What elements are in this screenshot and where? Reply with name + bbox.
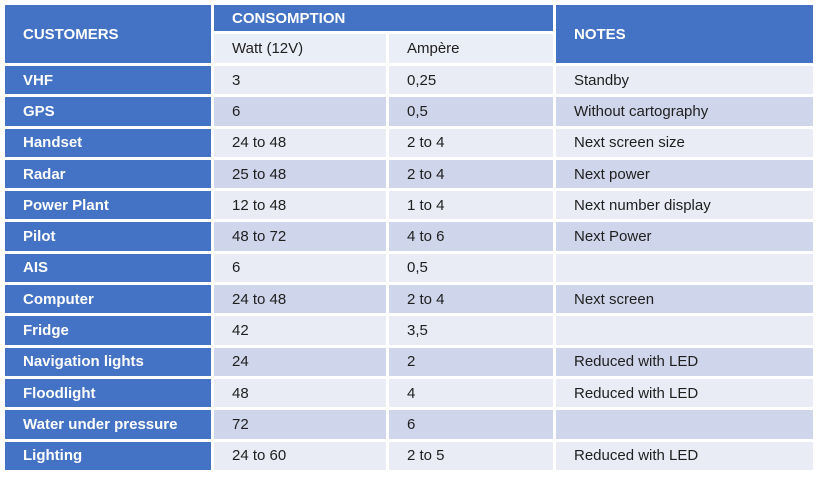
ampere-cell: 6 [389,410,553,438]
customer-name-cell: Radar [5,160,211,188]
ampere-cell: 2 to 4 [389,285,553,313]
watt-cell: 6 [214,97,386,125]
ampere-cell: 0,5 [389,254,553,282]
ampere-cell: 3,5 [389,316,553,344]
notes-cell [556,254,813,282]
ampere-cell: 2 [389,348,553,376]
customer-name-cell: GPS [5,97,211,125]
table-row [5,348,813,376]
ampere-cell: 4 [389,379,553,407]
table-row [5,285,813,313]
header-notes: NOTES [556,5,813,63]
customer-name-cell: Floodlight [5,379,211,407]
watt-cell: 42 [214,316,386,344]
notes-cell: Reduced with LED [556,379,813,407]
notes-cell: Next power [556,160,813,188]
ampere-cell: 1 to 4 [389,191,553,219]
watt-cell: 24 [214,348,386,376]
notes-cell: Next screen size [556,129,813,157]
ampere-cell: 0,5 [389,97,553,125]
table-row [5,442,813,470]
customer-name-cell: Lighting [5,442,211,470]
table-row [5,254,813,282]
notes-cell [556,316,813,344]
notes-cell: Standby [556,66,813,94]
ampere-cell: 2 to 5 [389,442,553,470]
table-row [5,97,813,125]
watt-cell: 48 [214,379,386,407]
customer-name-cell: Fridge [5,316,211,344]
notes-cell [556,410,813,438]
table-header [5,5,813,63]
watt-cell: 6 [214,254,386,282]
watt-cell: 12 to 48 [214,191,386,219]
header-row-top [5,5,813,31]
table-row [5,410,813,438]
header-ampere: Ampère [389,34,553,63]
watt-cell: 3 [214,66,386,94]
table-row [5,66,813,94]
ampere-cell: 4 to 6 [389,222,553,250]
customer-name-cell: Water under pressure [5,410,211,438]
customer-name-cell: Pilot [5,222,211,250]
header-consumption: CONSOMPTION [214,5,553,31]
watt-cell: 24 to 60 [214,442,386,470]
table-row [5,316,813,344]
header-customers: CUSTOMERS [5,5,211,63]
table-row [5,379,813,407]
table-row [5,222,813,250]
notes-cell: Without cartography [556,97,813,125]
watt-cell: 24 to 48 [214,285,386,313]
watt-cell: 72 [214,410,386,438]
table-row [5,191,813,219]
table-body [5,66,813,470]
table-row [5,129,813,157]
notes-cell: Next screen [556,285,813,313]
customer-name-cell: AIS [5,254,211,282]
ampere-cell: 2 to 4 [389,160,553,188]
consumption-table [2,2,816,473]
notes-cell: Reduced with LED [556,442,813,470]
customer-name-cell: Computer [5,285,211,313]
watt-cell: 25 to 48 [214,160,386,188]
notes-cell: Next number display [556,191,813,219]
watt-cell: 24 to 48 [214,129,386,157]
customer-name-cell: Navigation lights [5,348,211,376]
watt-cell: 48 to 72 [214,222,386,250]
notes-cell: Next Power [556,222,813,250]
ampere-cell: 0,25 [389,66,553,94]
customer-name-cell: Power Plant [5,191,211,219]
customer-name-cell: VHF [5,66,211,94]
table-row [5,160,813,188]
header-watt: Watt (12V) [214,34,386,63]
notes-cell: Reduced with LED [556,348,813,376]
customer-name-cell: Handset [5,129,211,157]
ampere-cell: 2 to 4 [389,129,553,157]
